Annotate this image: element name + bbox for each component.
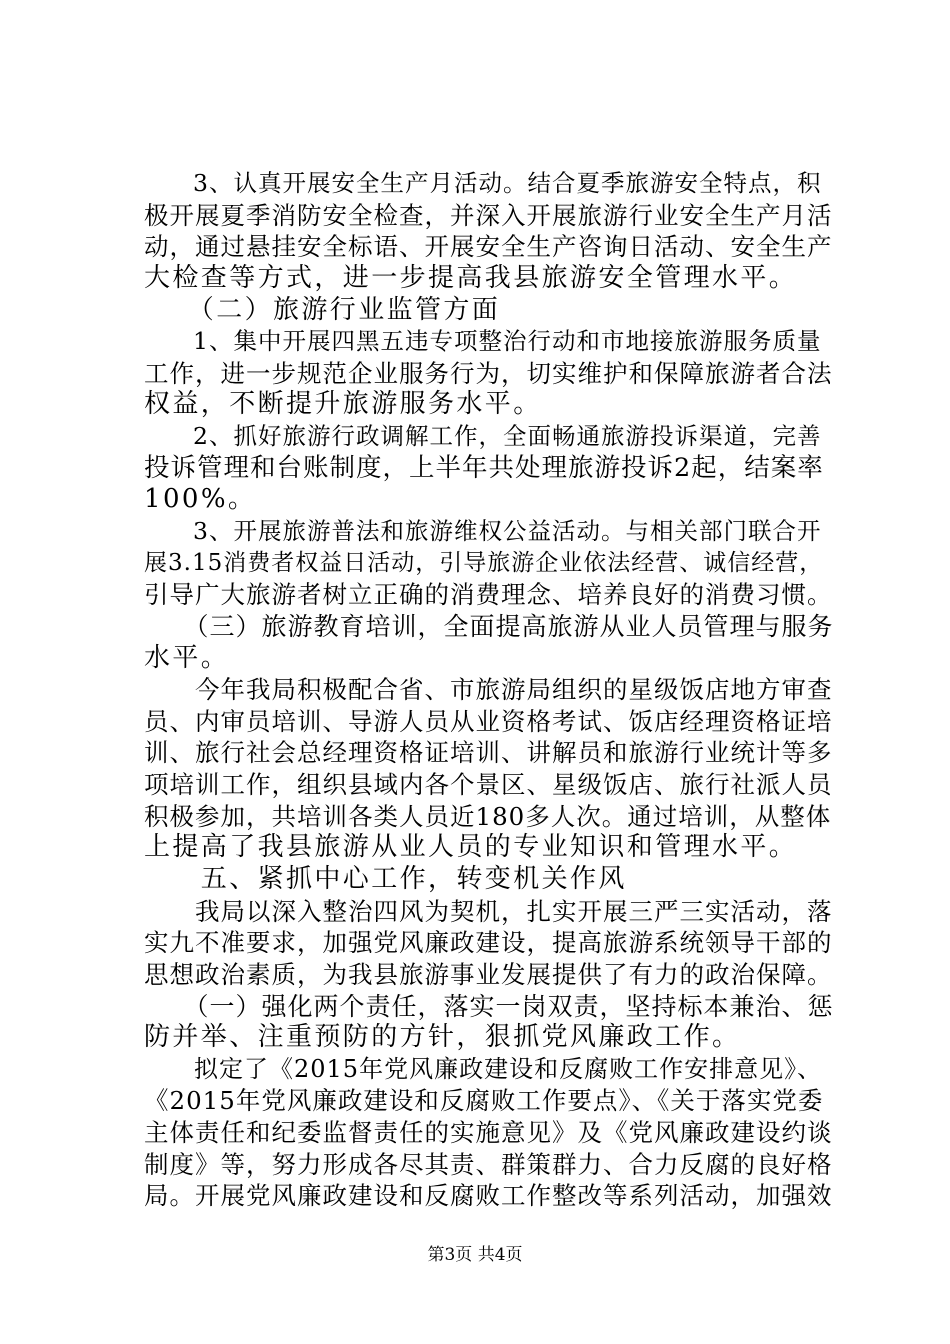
text-line: 1、集中开展四黑五违专项整治行动和市地接旅游服务质量: [144, 327, 822, 355]
text-line: 引导广大旅游者树立正确的消费理念、培养良好的消费习惯。: [144, 580, 833, 609]
text-line: 积极参加，共培训各类人员近180多人次。通过培训，从整体: [144, 802, 832, 831]
section-heading: （一）强化两个责任，落实一岗双责，坚持标本兼治、惩: [144, 992, 834, 1021]
text-line: 项培训工作，组织县域内各个景区、星级饭店、旅行社派人员: [144, 770, 833, 799]
page-footer: 第3页 共4页: [427, 1245, 523, 1265]
text-line: 员、内审员培训、导游人员从业资格考试、饭店经理资格证培: [144, 707, 833, 736]
text-line: 主体责任和纪委监督责任的实施意见》及《党风廉政建设约谈: [144, 1118, 833, 1147]
text-line: 100%。: [144, 484, 257, 514]
text-line: 水平。: [144, 643, 230, 673]
text-line: 我局以深入整治四风为契机，扎实开展三严三实活动，落: [144, 897, 833, 926]
section-heading: （二）旅游行业监管方面: [144, 295, 501, 325]
text-line: 《2015年党风廉政建设和反腐败工作要点》、《关于落实党委: [144, 1086, 824, 1115]
text-line: 动，通过悬挂安全标语、开展安全生产咨询日活动、安全生产: [144, 232, 833, 261]
text-line: 今年我局积极配合省、市旅游局组织的星级饭店地方审查: [144, 675, 833, 704]
text-line: 上提高了我县旅游从业人员的专业知识和管理水平。: [144, 832, 798, 862]
section-heading: 五、紧抓中心工作，转变机关作风: [144, 864, 627, 894]
text-line: 局。开展党风廉政建设和反腐败工作整改等系列活动，加强效: [144, 1181, 833, 1210]
text-line: 实九不准要求，加强党风廉政建设，提高旅游系统领导干部的: [144, 928, 833, 957]
text-line: 3、开展旅游普法和旅游维权公益活动。与相关部门联合开: [144, 517, 822, 545]
text-line: 2、抓好旅游行政调解工作，全面畅通旅游投诉渠道，完善: [144, 422, 822, 450]
text-line: 大检查等方式，进一步提高我县旅游安全管理水平。: [144, 263, 798, 293]
text-line: 投诉管理和台账制度，上半年共处理旅游投诉2起，结案率: [144, 453, 824, 483]
text-line: 权益，不断提升旅游服务水平。: [144, 389, 542, 419]
text-line: 极开展夏季消防安全检查，并深入开展旅游行业安全生产月活: [144, 201, 833, 230]
text-line: 思想政治素质，为我县旅游事业发展提供了有力的政治保障。: [144, 960, 833, 989]
text-line: 训、旅行社会总经理资格证培训、讲解员和旅游行业统计等多: [144, 738, 833, 767]
text-line: 工作，进一步规范企业服务行为，切实维护和保障旅游者合法: [144, 359, 833, 388]
text-line: 制度》等，努力形成各尽其责、群策群力、合力反腐的良好格: [144, 1150, 833, 1179]
section-heading: （三）旅游教育培训，全面提高旅游从业人员管理与服务: [144, 612, 834, 641]
text-line: 防并举、注重预防的方针，狠抓党风廉政工作。: [144, 1022, 741, 1052]
text-line: 3、认真开展安全生产月活动。结合夏季旅游安全特点，积: [144, 169, 822, 197]
text-line: 拟定了《2015年党风廉政建设和反腐败工作安排意见》、: [144, 1055, 823, 1083]
text-line: 展3.15消费者权益日活动，引导旅游企业依法经营、诚信经营，: [144, 550, 824, 576]
